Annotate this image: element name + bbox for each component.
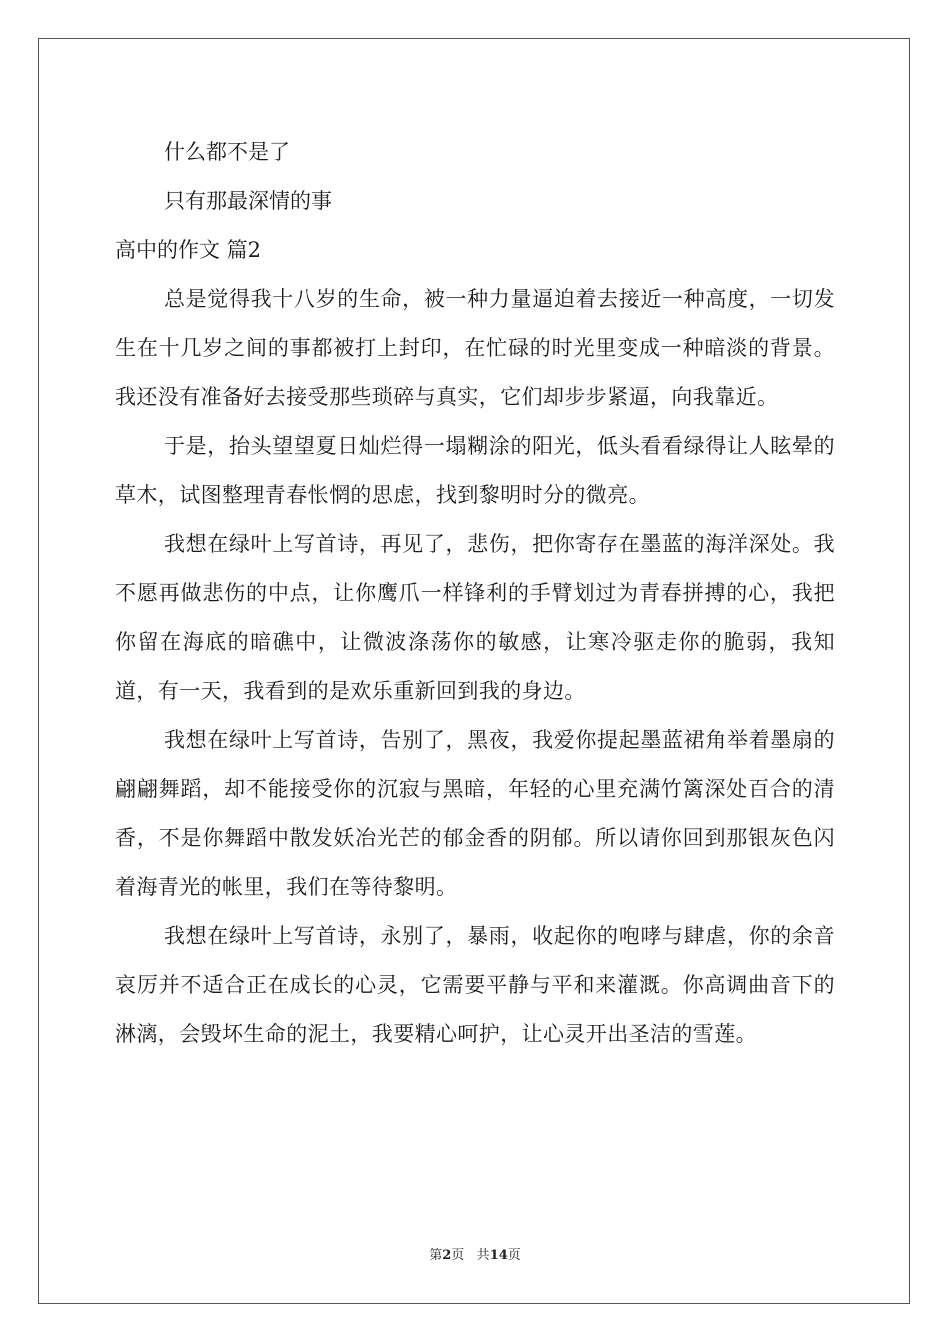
paragraph: 我想在绿叶上写首诗，告别了，黑夜，我爱你提起墨蓝裙角举着墨扇的翩翩舞蹈，却不能接受你的沉寂与黑暗，年轻的心里充满竹篱深处百合的清香，不是你舞蹈中散发妖冶光芒的郁金香的阴郁。所以请你回到那银灰色闪着海青光的帐里，我们在等待黎明。 bbox=[115, 728, 835, 899]
paragraph: 我想在绿叶上写首诗，永别了，暴雨，收起你的咆哮与肆虐，你的余音哀厉并不适合正在成长的心灵，它需要平静与平和来灌溉。你高调曲音下的淋漓，会毁坏生命的泥土，我要精心呵护，让心灵开出圣洁的雪莲。 bbox=[115, 924, 835, 1046]
section-heading: 高中的作文 篇2 bbox=[115, 238, 262, 262]
page-footer bbox=[0, 1246, 950, 1266]
total-suffix: 页 bbox=[507, 1248, 521, 1263]
document-body bbox=[115, 128, 835, 1059]
paragraph: 于是，抬头望望夏日灿烂得一塌糊涂的阳光，低头看看绿得让人眩晕的草木，试图整理青春怅惘的思虑，找到黎明时分的微亮。 bbox=[115, 434, 835, 507]
page-number: 2 bbox=[442, 1248, 452, 1263]
poem-line: 什么都不是了 bbox=[164, 140, 290, 164]
paragraph: 我想在绿叶上写首诗，再见了，悲伤，把你寄存在墨蓝的海洋深处。我不愿再做悲伤的中点，让你鹰爪一样锋利的手臂划过为青春拼搏的心，我把你留在海底的暗礁中，让微波涤荡你的敏感，让寒冷驱走你的脆弱，我知道，有一天，我看到的是欢乐重新回到我的身边。 bbox=[115, 532, 835, 703]
poem-line: 只有那最深情的事 bbox=[164, 189, 332, 213]
page-prefix: 第 bbox=[429, 1248, 443, 1263]
total-prefix: 共 bbox=[476, 1248, 490, 1263]
total-pages: 14 bbox=[489, 1248, 508, 1263]
page-suffix: 页 bbox=[451, 1248, 465, 1263]
paragraph: 总是觉得我十八岁的生命，被一种力量逼迫着去接近一种高度，一切发生在十几岁之间的事都被打上封印，在忙碌的时光里变成一种暗淡的背景。我还没有准备好去接受那些琐碎与真实，它们却步步紧逼，向我靠近。 bbox=[115, 287, 835, 409]
